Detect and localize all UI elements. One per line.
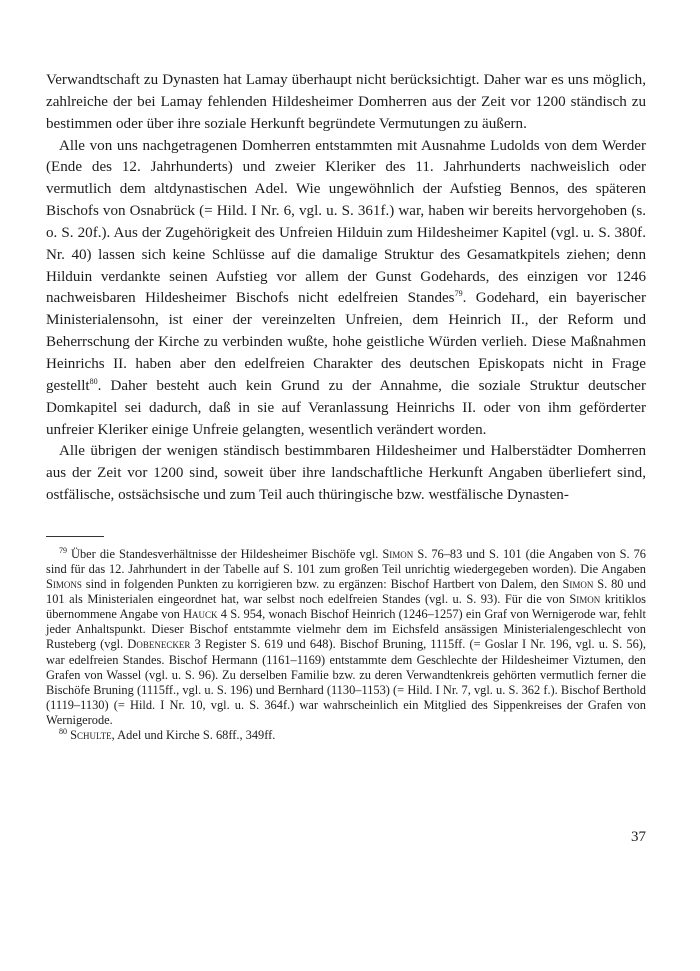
paragraph-1: Verwandtschaft zu Dynasten hat Lamay überhaupt nicht berücksichtigt. Daher war es uns möglich, zahlreiche der bei Lamay fehlenden Hildesheimer Domherren aus der Zeit vor 1200 ständisch zu bestimmen oder über ihre soziale Herkunft begründete Vermutungen zu äußern.: [46, 72, 646, 132]
footnote-divider: [46, 536, 104, 537]
author-name: Simon: [382, 546, 414, 561]
author-name: Simons: [46, 577, 82, 592]
page-number: 37: [631, 829, 646, 845]
footnote-79-text-1: Über die Standesverhältnisse der Hildesheimer Bischöfe vgl.: [71, 546, 383, 561]
paragraph-2: [46, 136, 646, 442]
footnote-80-text: , Adel und Kirche S. 68ff., 349ff.: [111, 728, 276, 742]
footnote-79: [46, 547, 646, 728]
footnote-79-text-5: kritiklos übernommene Angabe von: [46, 592, 646, 622]
footnote-79-text-4: S. 80 und 101 als Ministerialen eingeordnet hat, war selbst noch edelfreien Standes (vgl. u. S. 93). Für die von: [46, 577, 646, 607]
footnote-80: [46, 728, 646, 743]
author-name: Hauck: [183, 607, 218, 622]
footnote-79-text-2: S. 76–83 und S. 101 (die Angaben von S. 76 sind für das 12. Jahrhundert in der Tabelle auf S. 101 zum großen Teil unrichtig wiedergegeben worden). Die Angaben: [46, 546, 646, 576]
page: [46, 70, 646, 743]
footnotes: [46, 547, 646, 743]
paragraph-3: Alle übrigen der wenigen ständisch bestimmbaren Hildesheimer und Halberstädter Domherren aus der Zeit vor 1200 sind, soweit über ihre landschaftliche Herkunft Angaben überliefert sind, ostfälische, ostsächsische und zum Teil auch thüringische bzw. westfälische Dynasten-: [46, 443, 646, 504]
author-name: Dobenecker: [127, 637, 191, 652]
paragraph-2-text-c: . Daher besteht auch kein Grund zu der Annahme, die soziale Struktur deutscher Domkapitel sei dadurch, daß in sie auf Veranlassung Heinrichs II. oder von ihm geförderter unfreier Kleriker einige Unfreie gelangten, wesentlich verändert worden.: [46, 377, 646, 438]
footnote-79-text-6: 4 S. 954, wonach Bischof Heinrich (1246–1257) ein Graf von Wernigerode war, fehlt jeder Anhaltspunkt. Dieser Bischof entstammte vielmehr dem im Eichsfeld ansässigen Ministerialengeschlecht von Rusteberg (vgl.: [46, 607, 646, 652]
footnote-ref-80[interactable]: 80: [89, 376, 98, 386]
author-name: Simon: [569, 592, 601, 607]
footnote-79-text-7: 3 Register S. 619 und 648). Bischof Bruning, 1115ff. (= Goslar I Nr. 196, vgl. u. S. 56), war edelfreien Standes. Bischof Hermann (1161–1169) entstammte dem Geschlechte der Hildesheimer Viztumen, den Grafen von Wassel (vgl. u. S. 96). Zu derselben Familie bzw. zu deren Verwandtenkreis gehörten vermutlich ferner die Bischöfe Bruning (1115ff., vgl. u. S. 196) und Bernhard (1130–1153) (= Hild. I Nr. 7, vgl. u. S. 362 f.). Bischof Berthold (1119–1130) (= Hild. I Nr. 10, vgl. u. S. 364f.) war wahrscheinlich ein Mitglied des Sippenkreises der Grafen von Wernigerode.: [46, 637, 646, 727]
footnote-ref-79[interactable]: 79: [454, 289, 463, 299]
footnote-80-number: 80: [59, 726, 67, 736]
paragraph-2-text-a: Alle von uns nachgetragenen Domherren entstammten mit Ausnahme Ludolds von dem Werder (Ende des 12. Jahrhunderts) und zweier Kleriker des 11. Jahrhunderts nachweislich oder vermutlich dem altdynastischen Adel. Wie ungewöhnlich der Aufstieg Bennos, des späteren Bischofs von Osnabrück (= Hild. I Nr. 6, vgl. u. S. 361f.) war, haben wir bereits hervorgehoben (s. o. S. 20f.). Aus der Zugehörigkeit des Unfreien Hilduin zum Hildesheimer Kapitel (vgl. u. S. 380f. Nr. 40) lassen sich keine Schlüsse auf die damalige Struktur des Gesamatkpitels ziehen; denn Hilduin verdankte seinen Aufstieg vor allem der Gunst Godehards, des einzigen vor 1246 nachweisbaren Hildesheimer Bischofs nicht edelfreien Standes: [46, 137, 646, 307]
footnote-79-number: 79: [59, 545, 67, 555]
author-name: Simon: [562, 577, 594, 592]
paragraph-2-text-b: . Godehard, ein bayerischer Ministerialensohn, ist einer der vereinzelten Unfreien, dem Heinrich II., der Reform und Beherrschung der Kirche zu verbinden wußte, hohe geistliche Würden verlieh. Diese Maßnahmen Heinrichs II. haben aber den edelfreien Charakter des deutschen Episkopats nicht in Frage gestellt: [46, 290, 646, 394]
author-name: Schulte: [70, 728, 112, 742]
body-text: [46, 70, 646, 507]
footnote-79-text-3: sind in folgenden Punkten zu korrigieren bzw. zu ergänzen: Bischof Hartbert von Dalem, den: [81, 577, 563, 592]
